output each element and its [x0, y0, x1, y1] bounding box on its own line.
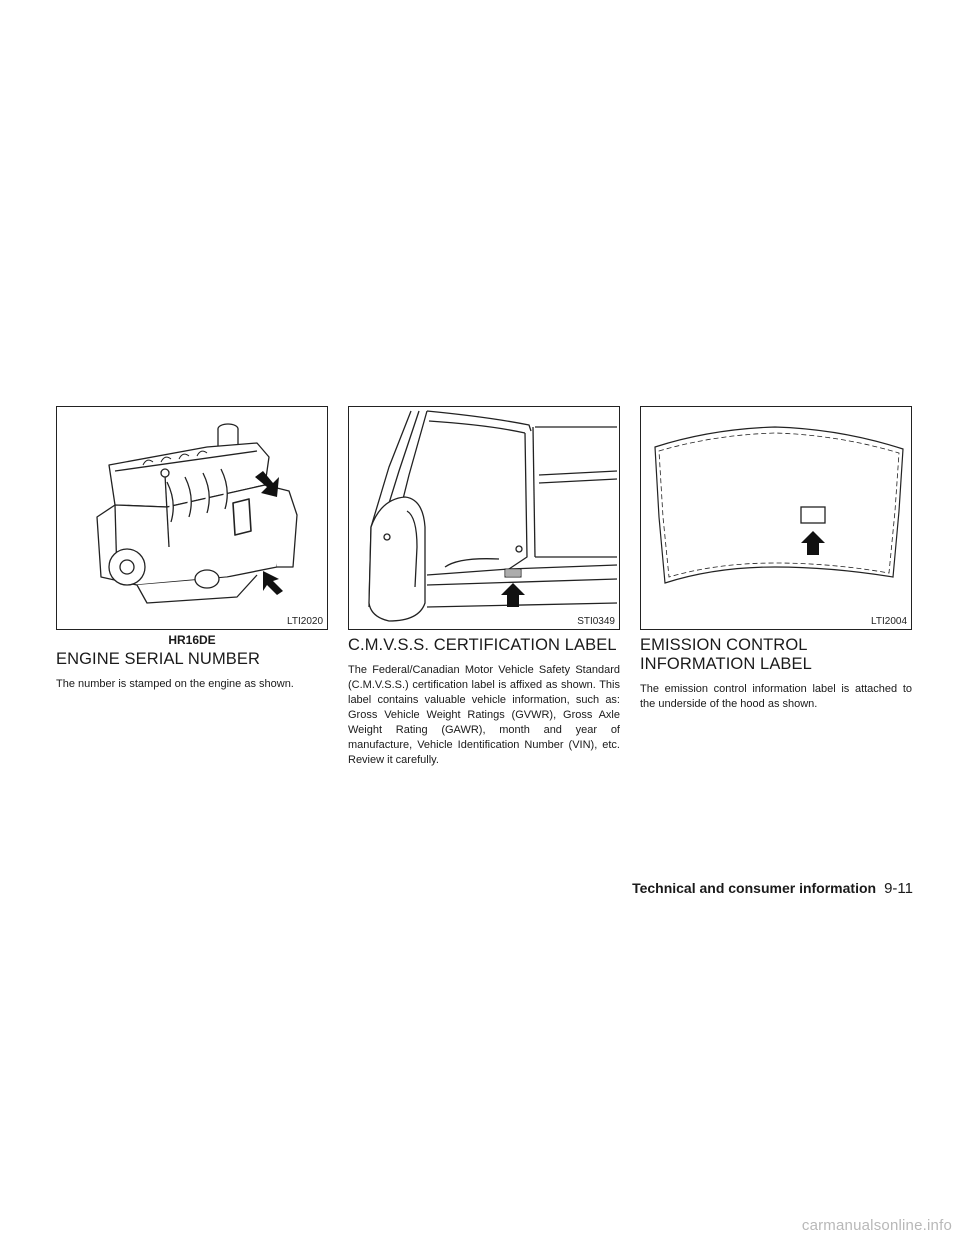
page-footer [632, 880, 913, 897]
hood-illustration [640, 406, 912, 630]
section-body: The Federal/Canadian Motor Vehicle Safety Standard (C.M.V.S.S.) certification label is affixed as shown. This label contains valuable vehicle information, such as: Gross Vehicle Weight Ratings (GVWR), Gross Axle Weight Rating (GAWR), month and year of manufacture, Vehicle Identification Number (VIN), etc. Review it carefully. [348, 664, 620, 766]
section-heading: ENGINE SERIAL NUMBER [56, 650, 261, 668]
hood-drawing [641, 407, 911, 629]
engine-serial-section [56, 406, 328, 692]
figure-code: LTI2004 [871, 616, 907, 627]
section-heading: C.M.V.S.S. CERTIFICATION LABEL [348, 636, 617, 654]
heading-line-1: EMISSION CONTROL [640, 636, 808, 654]
watermark[interactable]: carmanualsonline.info [801, 1217, 952, 1234]
heading-line-2: INFORMATION LABEL [640, 655, 812, 673]
door-pillar-illustration [348, 406, 620, 630]
door-drawing [349, 407, 619, 629]
section-heading [640, 636, 912, 674]
section-body: The emission control information label is attached to the underside of the hood as shown. [640, 683, 912, 710]
figure-caption: HR16DE [168, 633, 216, 647]
emission-section [640, 406, 912, 712]
section-body: The number is stamped on the engine as shown. [56, 678, 294, 690]
page-number: 9-11 [884, 880, 913, 897]
cmvss-section [348, 406, 620, 768]
figure-code: STI0349 [577, 616, 615, 627]
engine-drawing [57, 407, 327, 629]
footer-section-title: Technical and consumer information [632, 880, 877, 896]
engine-illustration [56, 406, 328, 630]
figure-code: LTI2020 [287, 616, 323, 627]
